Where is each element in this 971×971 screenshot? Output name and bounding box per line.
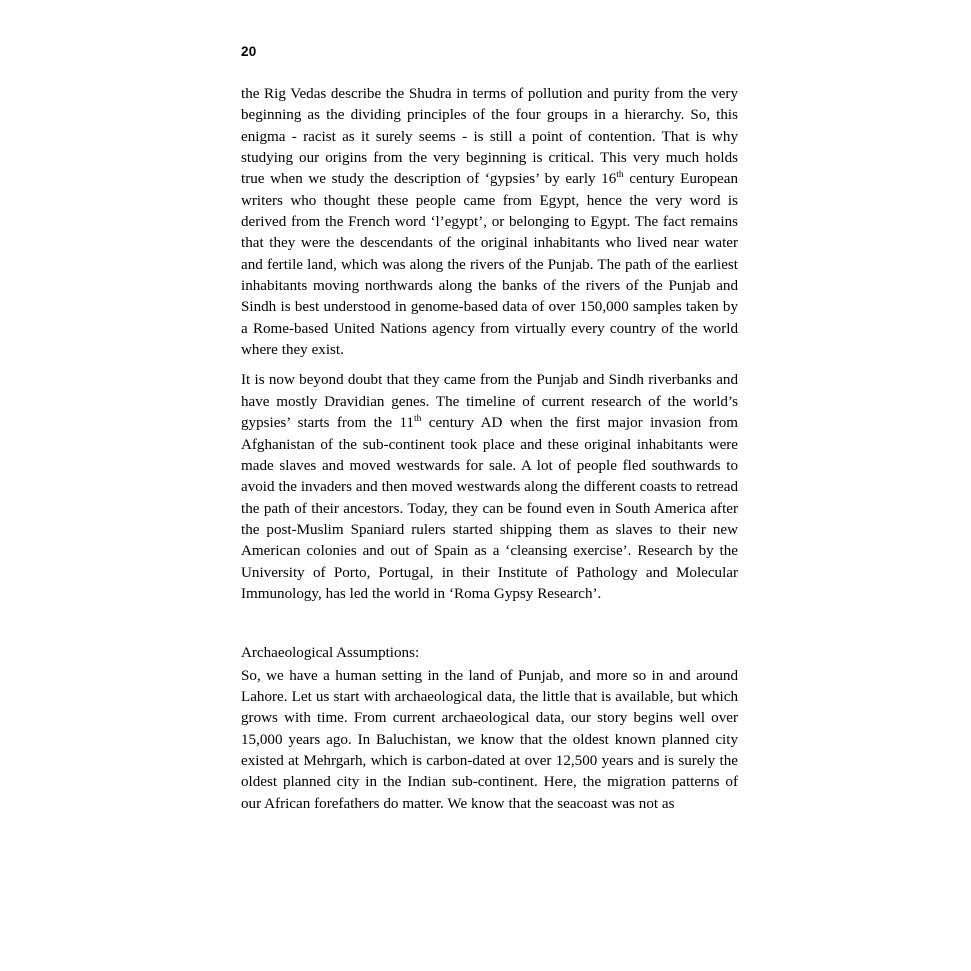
ordinal-superscript-16th: th [616, 170, 624, 181]
ordinal-superscript-11th: th [413, 414, 422, 425]
paragraph-1-text-before-superscript: the Rig Vedas describe the Shudra in terms of pollution and purity from the very beginning as the dividing principles of the four groups in a hierarchy. So, this enigma - racist as it surely seems - is still a point of contention. That is why studying our origins from the very beginning is critical. This very much holds true when we study the description of ‘gypsies’ by early 16 [241, 86, 738, 188]
paragraph-1-text-after-superscript: century European writers who thought these people came from Egypt, hence the very word is derived from the French word ‘l’egypt’, or belonging to Egypt. The fact remains that they were the descendants of the original inhabitants who lived near water and fertile land, which was along the rivers of the Punjab. The path of the earliest inhabitants moving northwards along the banks of the rivers of the Punjab and Sindh is best understood in genome-based data of over 150,000 samples taken by a Rome-based United Nations agency from virtually every country of the world where they exist. [241, 171, 738, 359]
paragraph-3: So, we have a human setting in the land of Punjab, and more so in and around Lahore. Let us start with archaeological data, the little that is available, but which grows with time. From current archaeological data, our story begins well over 15,000 years ago. In Baluchistan, we know that the oldest known planned city existed at Mehrgarh, which is carbon-dated at over 12,500 years and is surely the oldest planned city in the Indian sub-continent. Here, the migration patterns of our African forefathers do matter. We know that the seacoast was not as [241, 667, 738, 812]
text-column [241, 84, 738, 815]
paragraph-1 [241, 84, 738, 361]
paragraph-2 [241, 370, 738, 605]
paragraph-2-text-after-superscript: century AD when the first major invasion from Afghanistan of the sub-continent took place and these original inhabitants were made slaves and moved westwards for sale. A lot of people fled southwards to avoid the invaders and then moved westwards along the different coasts to retread the path of their ancestors. Today, they can be found even in South America after the post-Muslim Spaniard rulers started shipping them as slaves to their new American colonies and out of Spain as a ‘cleansing exercise’. Research by the University of Porto, Portugal, in their Institute of Pathology and Molecular Immunology, has led the world in ‘Roma Gypsy Research’. [241, 415, 738, 602]
paragraph-2-text-before-superscript: It is now beyond doubt that they came from the Punjab and Sindh riverbanks and have mostly Dravidian genes. The timeline of current research of the world’s gypsies’ starts from the 11 [241, 372, 738, 432]
section-heading-archaeological-assumptions: Archaeological Assumptions: [241, 645, 420, 662]
page-number: 20 [241, 44, 257, 59]
